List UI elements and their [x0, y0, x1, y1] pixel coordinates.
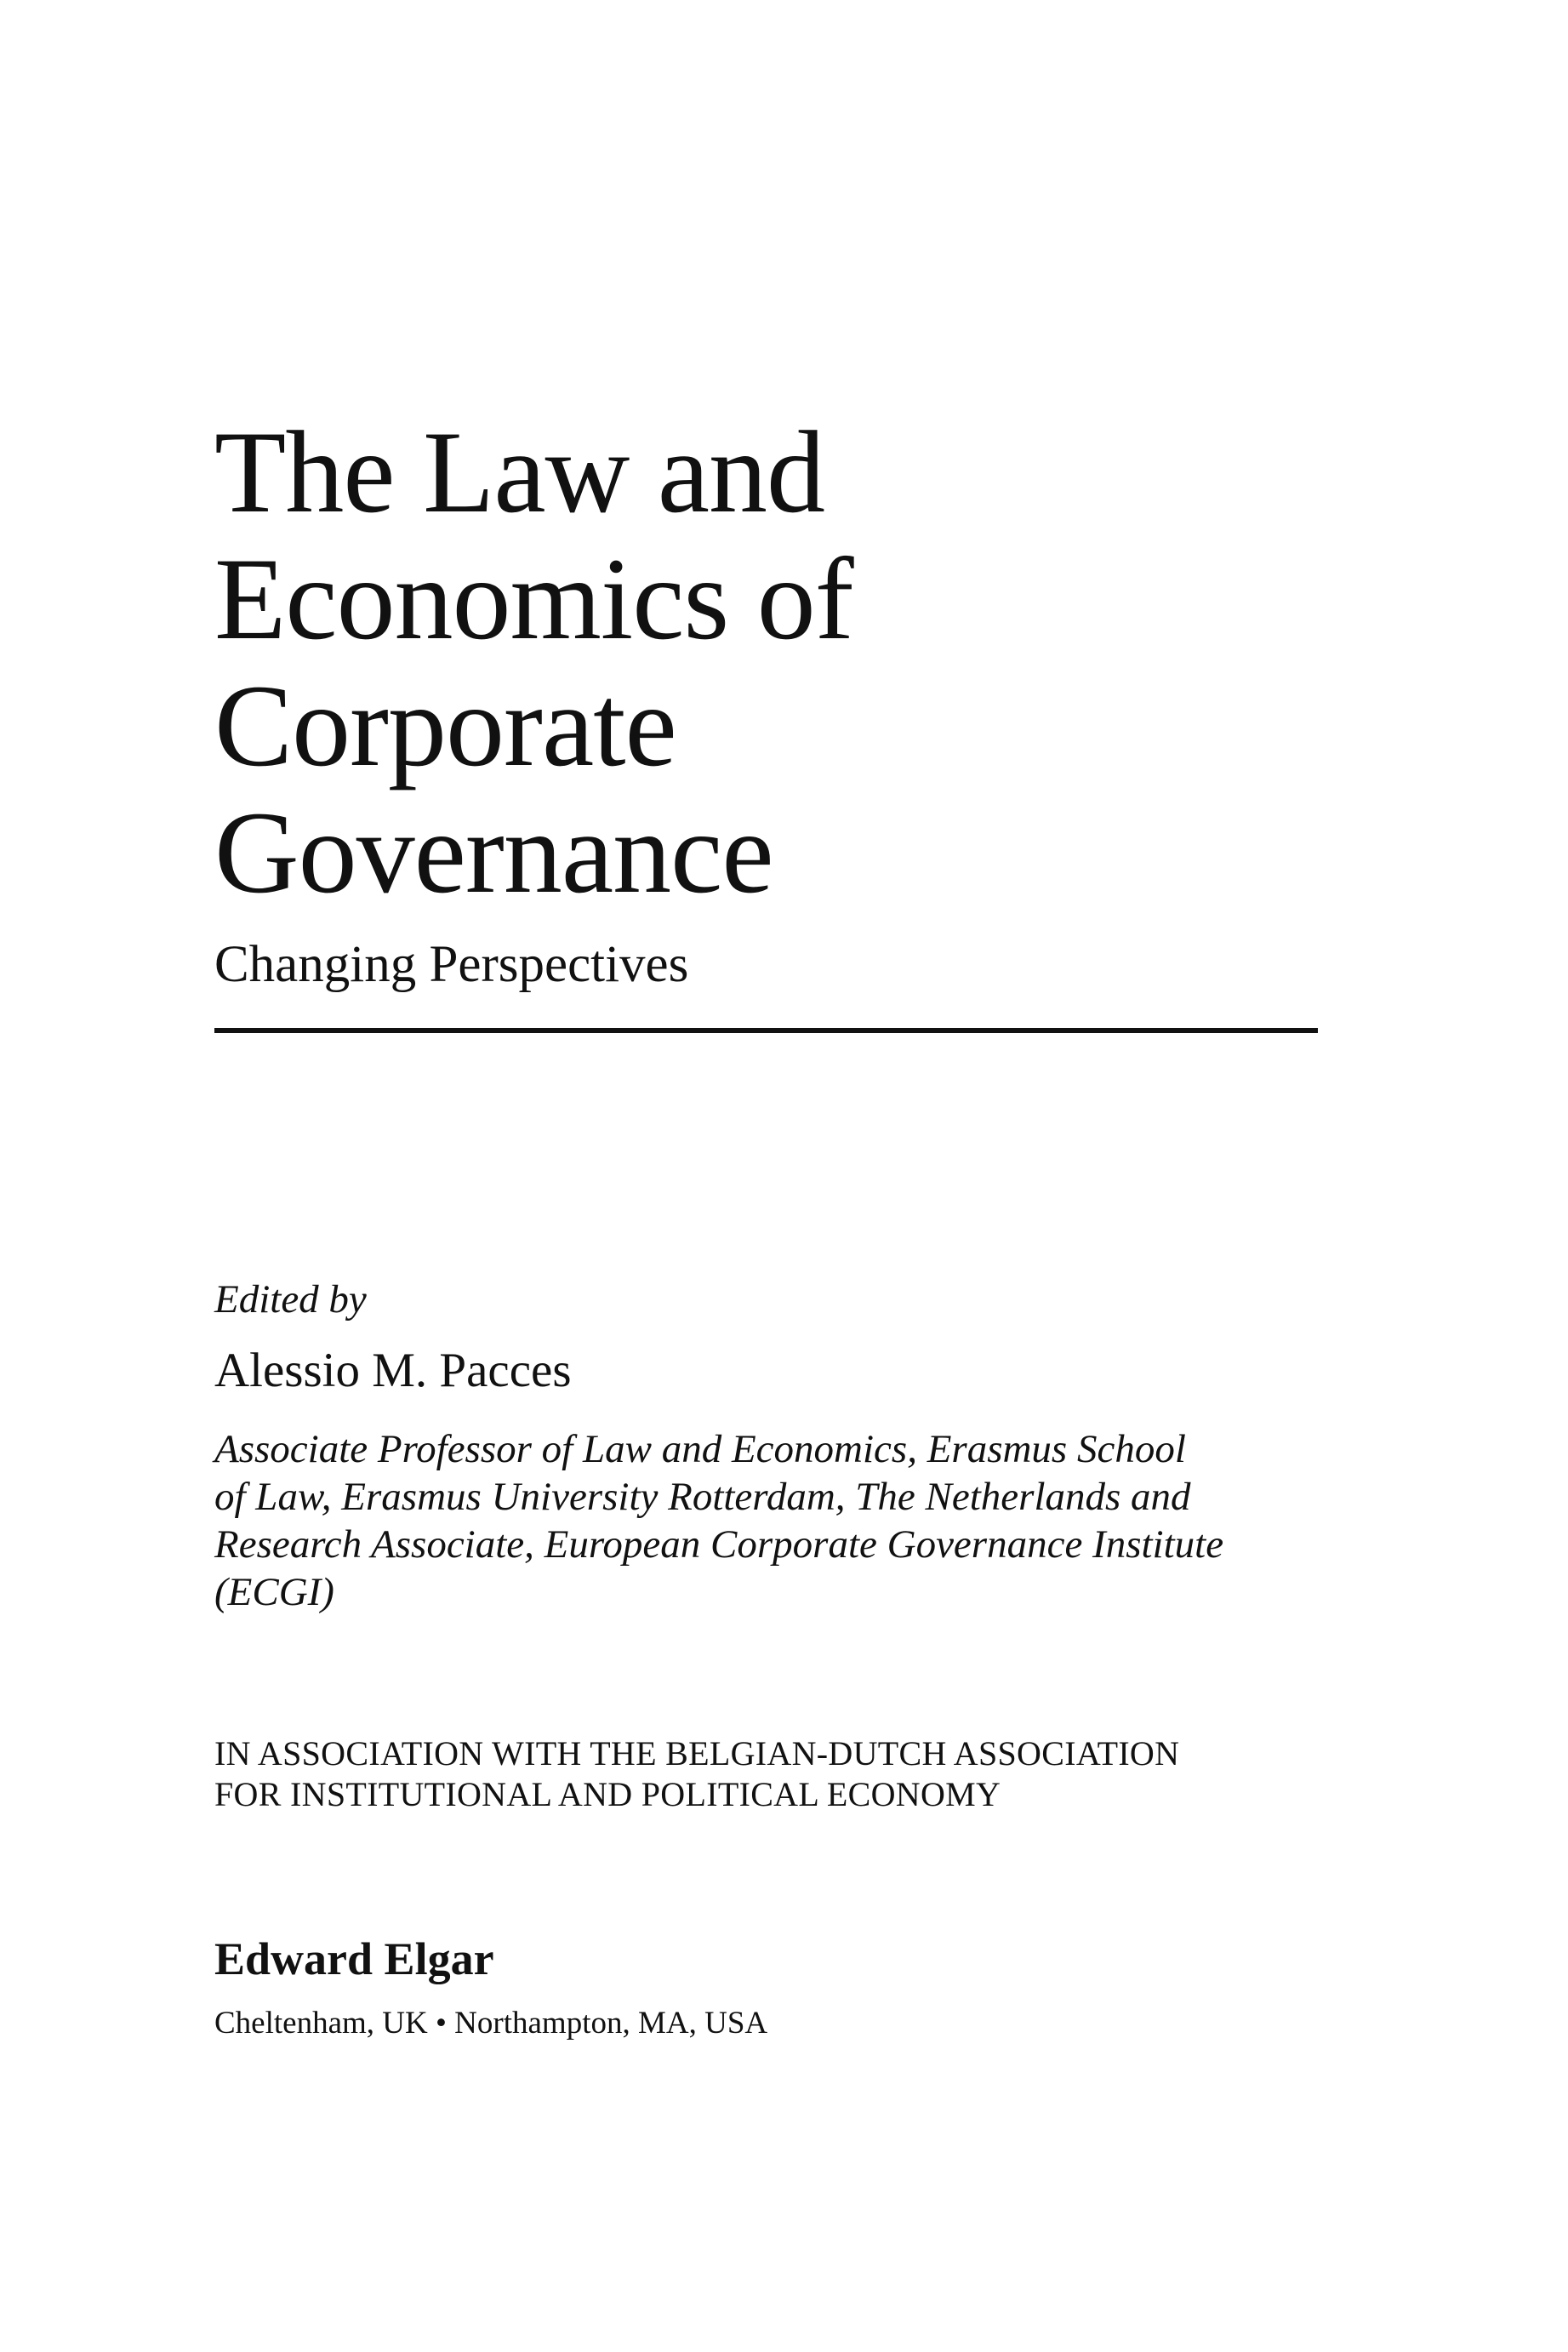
association-line-1: IN ASSOCIATION WITH THE BELGIAN-DUTCH ASSOCIATION: [214, 1734, 1180, 1773]
title-line-1: The Law and: [214, 407, 825, 537]
title-line-3: Corporate: [214, 660, 676, 791]
affiliation-line-2: of Law, Erasmus University Rotterdam, The Netherlands and: [214, 1475, 1191, 1519]
affiliation-line-4: (ECGI): [214, 1570, 334, 1614]
publisher-name: Edward Elgar: [214, 1933, 494, 1984]
association-line-2: FOR INSTITUTIONAL AND POLITICAL ECONOMY: [214, 1775, 1001, 1813]
book-title: [214, 408, 1320, 916]
editor-affiliation: [214, 1425, 1346, 1616]
title-divider: [214, 1028, 1318, 1033]
editor-name: Alessio M. Pacces: [214, 1344, 572, 1397]
affiliation-line-3: Research Associate, European Corporate Governance Institute: [214, 1522, 1224, 1567]
association-statement: [214, 1733, 1179, 1815]
publisher-locations: Cheltenham, UK • Northampton, MA, USA: [214, 2006, 768, 2041]
affiliation-line-1: Associate Professor of Law and Economics, Erasmus School: [214, 1427, 1186, 1471]
edited-by-label: Edited by: [214, 1277, 367, 1322]
title-line-4: Governance: [214, 787, 773, 917]
title-line-2: Economics of: [214, 534, 853, 664]
book-subtitle: Changing Perspectives: [214, 936, 689, 993]
